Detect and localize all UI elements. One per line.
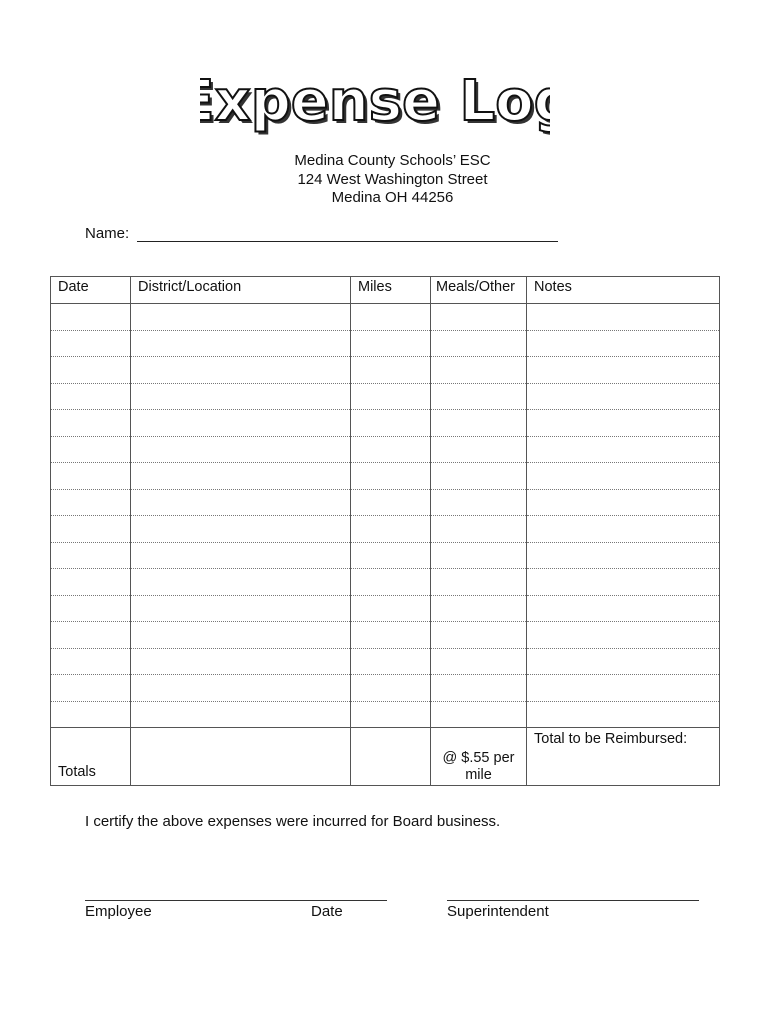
table-header-row bbox=[51, 277, 720, 304]
table-row bbox=[51, 357, 720, 384]
notes-cell[interactable] bbox=[527, 330, 720, 357]
date-cell[interactable] bbox=[51, 357, 131, 384]
date-cell[interactable] bbox=[51, 436, 131, 463]
title-shadow: Expense Lo bbox=[200, 72, 537, 137]
meals-other-cell[interactable] bbox=[431, 304, 527, 331]
district-location-cell[interactable] bbox=[131, 542, 351, 569]
miles-cell[interactable] bbox=[351, 330, 431, 357]
district-location-cell[interactable] bbox=[131, 622, 351, 649]
district-location-cell[interactable] bbox=[131, 569, 351, 596]
mileage-rate-cell bbox=[431, 728, 527, 786]
mileage-rate-line1: @ $.55 per bbox=[442, 750, 515, 766]
table-row bbox=[51, 436, 720, 463]
meals-other-cell[interactable] bbox=[431, 436, 527, 463]
date-cell[interactable] bbox=[51, 622, 131, 649]
district-location-cell[interactable] bbox=[131, 410, 351, 437]
meals-other-cell[interactable] bbox=[431, 648, 527, 675]
notes-cell[interactable] bbox=[527, 701, 720, 728]
date-cell[interactable] bbox=[51, 701, 131, 728]
table-row bbox=[51, 675, 720, 702]
name-input-line[interactable] bbox=[137, 241, 558, 242]
date-cell[interactable] bbox=[51, 595, 131, 622]
table-row bbox=[51, 410, 720, 437]
table-row bbox=[51, 463, 720, 490]
meals-other-cell[interactable] bbox=[431, 569, 527, 596]
meals-other-cell[interactable] bbox=[431, 383, 527, 410]
date-label: Date bbox=[311, 903, 343, 920]
miles-cell[interactable] bbox=[351, 383, 431, 410]
date-cell[interactable] bbox=[51, 463, 131, 490]
district-location-cell[interactable] bbox=[131, 330, 351, 357]
address-block bbox=[200, 152, 585, 208]
notes-cell[interactable] bbox=[527, 489, 720, 516]
district-location-cell[interactable] bbox=[131, 463, 351, 490]
date-cell[interactable] bbox=[51, 675, 131, 702]
city-state-zip: Medina OH 44256 bbox=[331, 189, 454, 206]
date-cell[interactable] bbox=[51, 410, 131, 437]
meals-other-cell[interactable] bbox=[431, 675, 527, 702]
miles-cell[interactable] bbox=[351, 675, 431, 702]
totals-location-cell[interactable] bbox=[131, 728, 351, 786]
totals-miles-cell[interactable] bbox=[351, 728, 431, 786]
miles-cell[interactable] bbox=[351, 357, 431, 384]
totals-row bbox=[51, 728, 720, 786]
table-row bbox=[51, 622, 720, 649]
miles-cell[interactable] bbox=[351, 542, 431, 569]
miles-cell[interactable] bbox=[351, 595, 431, 622]
meals-other-cell[interactable] bbox=[431, 622, 527, 649]
date-cell[interactable] bbox=[51, 542, 131, 569]
district-location-cell[interactable] bbox=[131, 701, 351, 728]
date-cell[interactable] bbox=[51, 304, 131, 331]
title-text: Expense Lo bbox=[200, 69, 534, 134]
notes-cell[interactable] bbox=[527, 595, 720, 622]
miles-cell[interactable] bbox=[351, 304, 431, 331]
name-label: Name: bbox=[85, 225, 130, 242]
notes-cell[interactable] bbox=[527, 383, 720, 410]
district-location-cell[interactable] bbox=[131, 436, 351, 463]
header-date: Date bbox=[51, 277, 131, 304]
miles-cell[interactable] bbox=[351, 436, 431, 463]
superintendent-signature-line[interactable] bbox=[447, 900, 699, 901]
page-title bbox=[200, 60, 550, 140]
table-row bbox=[51, 569, 720, 596]
notes-cell[interactable] bbox=[527, 648, 720, 675]
district-location-cell[interactable] bbox=[131, 648, 351, 675]
miles-cell[interactable] bbox=[351, 648, 431, 675]
street-address: 124 West Washington Street bbox=[297, 170, 488, 188]
date-cell[interactable] bbox=[51, 569, 131, 596]
miles-cell[interactable] bbox=[351, 701, 431, 728]
notes-cell[interactable] bbox=[527, 410, 720, 437]
totals-label-cell bbox=[51, 728, 131, 786]
district-location-cell[interactable] bbox=[131, 595, 351, 622]
meals-other-cell[interactable] bbox=[431, 489, 527, 516]
table-row bbox=[51, 304, 720, 331]
date-cell[interactable] bbox=[51, 489, 131, 516]
totals-label: Totals bbox=[58, 764, 96, 780]
name-field-row bbox=[85, 225, 565, 245]
table-row bbox=[51, 648, 720, 675]
miles-cell[interactable] bbox=[351, 410, 431, 437]
notes-cell[interactable] bbox=[527, 675, 720, 702]
table-row bbox=[51, 542, 720, 569]
total-reimbursed-cell[interactable] bbox=[527, 728, 720, 786]
district-location-cell[interactable] bbox=[131, 516, 351, 543]
notes-cell[interactable] bbox=[527, 436, 720, 463]
table-row bbox=[51, 516, 720, 543]
meals-other-cell[interactable] bbox=[431, 516, 527, 543]
meals-other-cell[interactable] bbox=[431, 701, 527, 728]
mileage-rate-line2: mile bbox=[465, 767, 492, 783]
table-row bbox=[51, 701, 720, 728]
district-location-cell[interactable] bbox=[131, 357, 351, 384]
miles-cell[interactable] bbox=[351, 622, 431, 649]
table-row bbox=[51, 489, 720, 516]
table-row bbox=[51, 330, 720, 357]
district-location-cell[interactable] bbox=[131, 489, 351, 516]
notes-cell[interactable] bbox=[527, 463, 720, 490]
table-body bbox=[51, 304, 720, 728]
meals-other-cell[interactable] bbox=[431, 463, 527, 490]
meals-other-cell[interactable] bbox=[431, 410, 527, 437]
certification-statement: I certify the above expenses were incurred for Board business. bbox=[85, 813, 501, 830]
header-meals-other: Meals/Other bbox=[431, 277, 527, 304]
notes-cell[interactable] bbox=[527, 304, 720, 331]
total-reimbursed-label: Total to be Reimbursed: bbox=[534, 731, 688, 747]
superintendent-label: Superintendent bbox=[447, 903, 549, 920]
employee-label: Employee bbox=[85, 903, 152, 920]
miles-cell[interactable] bbox=[351, 463, 431, 490]
notes-cell[interactable] bbox=[527, 622, 720, 649]
miles-cell[interactable] bbox=[351, 569, 431, 596]
district-location-cell[interactable] bbox=[131, 383, 351, 410]
miles-cell[interactable] bbox=[351, 516, 431, 543]
district-location-cell[interactable] bbox=[131, 675, 351, 702]
date-cell[interactable] bbox=[51, 330, 131, 357]
date-cell[interactable] bbox=[51, 383, 131, 410]
header-district-location: District/Location bbox=[131, 277, 351, 304]
notes-cell[interactable] bbox=[527, 357, 720, 384]
notes-cell[interactable] bbox=[527, 569, 720, 596]
table-row bbox=[51, 595, 720, 622]
employee-signature-line[interactable] bbox=[85, 900, 387, 901]
header-notes: Notes bbox=[527, 277, 720, 304]
date-cell[interactable] bbox=[51, 648, 131, 675]
table-row bbox=[51, 383, 720, 410]
meals-other-cell[interactable] bbox=[431, 330, 527, 357]
miles-cell[interactable] bbox=[351, 489, 431, 516]
notes-cell[interactable] bbox=[527, 516, 720, 543]
district-location-cell[interactable] bbox=[131, 304, 351, 331]
meals-other-cell[interactable] bbox=[431, 357, 527, 384]
header-miles: Miles bbox=[351, 277, 431, 304]
expense-table bbox=[50, 276, 720, 786]
notes-cell[interactable] bbox=[527, 542, 720, 569]
organization-name: Medina County Schools’ ESC bbox=[294, 152, 491, 169]
meals-other-cell[interactable] bbox=[431, 595, 527, 622]
meals-other-cell[interactable] bbox=[431, 542, 527, 569]
date-cell[interactable] bbox=[51, 516, 131, 543]
